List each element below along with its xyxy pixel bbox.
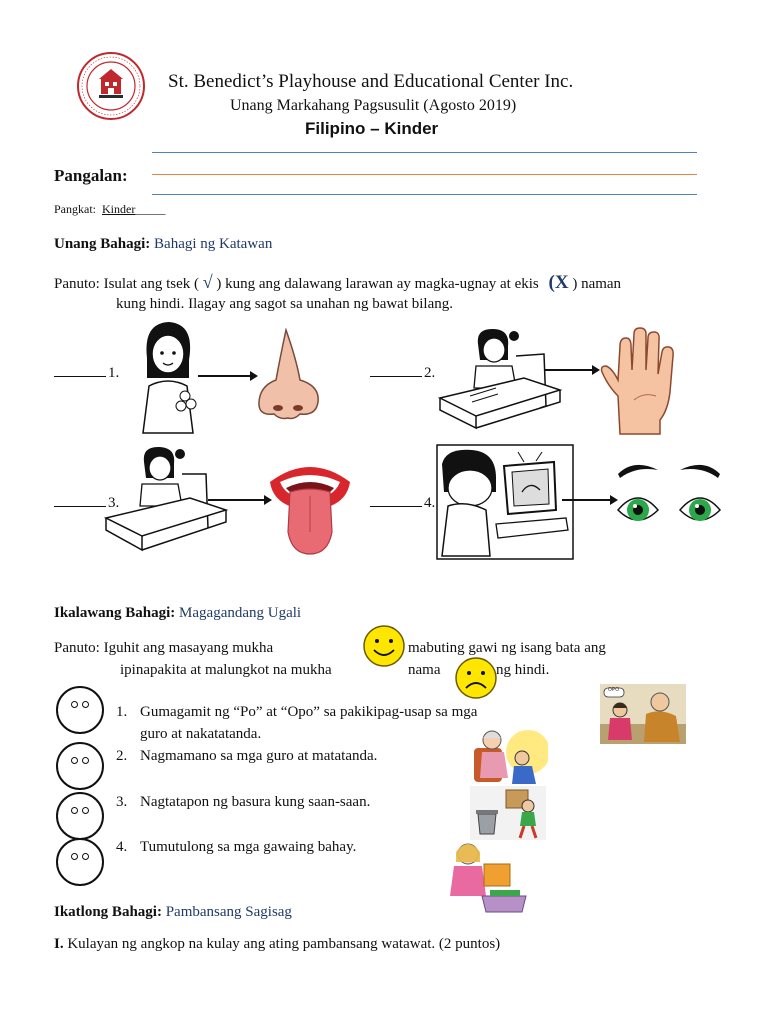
eye-icon	[71, 757, 78, 764]
part1-topic: Bahagi ng Katawan	[154, 236, 273, 252]
item-number-3: 3.	[108, 495, 120, 511]
answer-slot-4[interactable]	[370, 492, 435, 512]
behavior-num-2: 2.	[116, 748, 128, 764]
part3-q-num: I.	[54, 936, 64, 952]
behavior-item-1	[116, 704, 477, 721]
part2-instr-line2c: ng hindi.	[496, 662, 550, 678]
behavior-num-4: 4.	[116, 839, 128, 855]
arrow-4	[562, 493, 618, 505]
behavior-item-1-line2: guro at nakatatanda.	[140, 726, 262, 742]
subject-title: Filipino – Kinder	[305, 119, 439, 138]
part3-topic: Pambansang Sagisag	[165, 904, 292, 920]
behavior-text-1: Gumagamit ng “Po” at “Opo” sa pakikipag-usap sa mga	[140, 704, 478, 720]
item-number-4: 4.	[424, 495, 436, 511]
school-logo	[77, 52, 145, 120]
mouth-tongue-image	[268, 452, 352, 556]
name-label: Pangalan:	[54, 166, 128, 185]
part1-instr-c: naman	[581, 276, 622, 292]
answer-blank-1[interactable]	[54, 362, 106, 377]
behavior-num-3: 3.	[116, 794, 128, 810]
grade-label: Pangkat:	[54, 202, 96, 216]
eye-icon	[71, 807, 78, 814]
exam-title: Unang Markahang Pagsusulit (Agosto 2019)	[230, 97, 517, 114]
answer-blank-3[interactable]	[54, 492, 106, 507]
eye-icon	[82, 807, 89, 814]
part2-topic: Magagandang Ugali	[179, 605, 302, 621]
answer-face-circle-2[interactable]	[56, 742, 104, 790]
part3-q-text: Kulayan ng angkop na kulay ang ating pambansang watawat. (2 puntos)	[67, 936, 501, 952]
item-number-1: 1.	[108, 365, 120, 381]
part1-instructions	[54, 272, 621, 294]
eye-icon	[82, 757, 89, 764]
hand-image	[598, 326, 684, 438]
child-mano-elder-image	[470, 724, 548, 786]
arrow-3	[208, 493, 272, 505]
girl-writing-desk-image	[436, 326, 566, 434]
littering-child-image	[470, 786, 546, 840]
part3-question	[54, 936, 500, 953]
answer-slot-1[interactable]	[54, 362, 119, 382]
speech-bubble-text: OPO	[608, 687, 620, 693]
check-symbol: √	[202, 272, 213, 292]
answer-face-circle-1[interactable]	[56, 686, 104, 734]
item-number-2: 2.	[424, 365, 436, 381]
answer-blank-4[interactable]	[370, 492, 422, 507]
answer-slot-2[interactable]	[370, 362, 435, 382]
part2-instr-b: mabuting gawi ng isang bata ang	[408, 640, 606, 656]
sad-face-icon	[454, 656, 498, 700]
x-symbol: X	[554, 272, 569, 293]
grade-value: Kinder	[102, 202, 136, 216]
helping-chores-image	[446, 838, 530, 914]
nose-image	[256, 328, 322, 420]
behavior-text-4: Tumutulong sa mga gawaing bahay.	[140, 839, 357, 855]
behavior-text-3: Nagtatapon ng basura kung saan-saan.	[140, 794, 371, 810]
part3-label: Ikatlong Bahagi:	[54, 904, 162, 920]
boy-computer-image	[436, 444, 574, 560]
eye-icon	[82, 853, 89, 860]
answer-face-circle-4[interactable]	[56, 838, 104, 886]
name-line-top	[152, 152, 697, 153]
name-line-middle[interactable]	[152, 174, 697, 175]
eye-icon	[71, 701, 78, 708]
behavior-item-3	[116, 794, 370, 811]
happy-face-icon	[362, 624, 406, 668]
eye-icon	[71, 853, 78, 860]
part1-label: Unang Bahagi:	[54, 236, 151, 252]
school-name: St. Benedict’s Playhouse and Educational Center Inc.	[168, 71, 574, 92]
name-line-bottom	[152, 194, 697, 195]
part1-heading	[54, 236, 272, 253]
part2-heading	[54, 605, 301, 622]
grade-row	[54, 202, 165, 217]
child-elder-talking-image	[600, 684, 686, 744]
part2-instr-a: Panuto: Iguhit ang masayang mukha	[54, 640, 274, 656]
eyes-image	[614, 460, 724, 534]
x-close: )	[572, 276, 578, 292]
arrow-2	[544, 363, 600, 375]
girl-flowers-image	[135, 318, 200, 436]
x-open: (	[548, 272, 555, 293]
grade-blank[interactable]: _____	[135, 202, 166, 216]
part1-instr-a: Panuto: Isulat ang tsek (	[54, 276, 199, 292]
behavior-num-1: 1.	[116, 704, 128, 720]
part1-instr-b: ) kung ang dalawang larawan ay magka-ugnay at ekis	[216, 276, 539, 292]
answer-face-circle-3[interactable]	[56, 792, 104, 840]
eye-icon	[82, 701, 89, 708]
behavior-item-4	[116, 839, 356, 856]
part2-instr-line2b: nama	[408, 662, 441, 678]
answer-blank-2[interactable]	[370, 362, 422, 377]
part3-heading	[54, 904, 292, 921]
arrow-1	[198, 369, 258, 381]
behavior-item-2	[116, 748, 377, 765]
part1-instructions-line2: kung hindi. Ilagay ang sagot sa unahan ng bawat bilang.	[116, 296, 454, 312]
part2-instr-line2a: ipinapakita at malungkot na mukha	[120, 662, 332, 678]
part2-label: Ikalawang Bahagi:	[54, 605, 176, 621]
x-symbol-group	[549, 272, 569, 293]
behavior-text-2: Nagmamano sa mga guro at matatanda.	[140, 748, 378, 764]
